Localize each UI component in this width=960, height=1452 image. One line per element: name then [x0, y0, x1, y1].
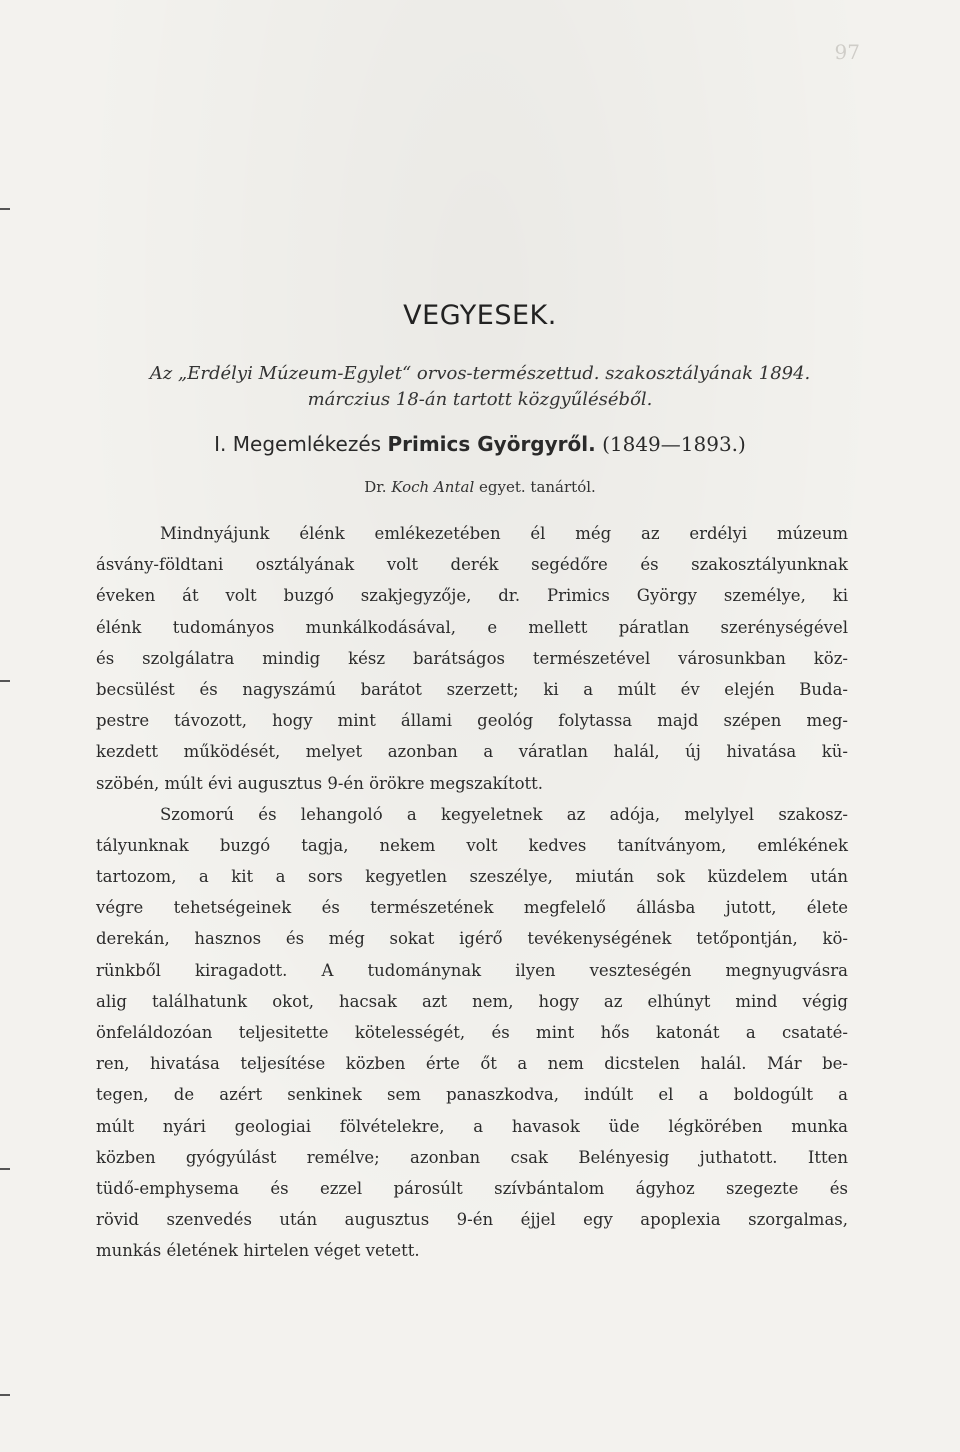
- paragraph2-line: alig találhatunk okot, hacsak azt nem, hogy az elhúnyt mind végig: [96, 991, 848, 1011]
- byline-prefix: Dr.: [364, 478, 387, 496]
- page-number: 97: [834, 40, 860, 64]
- byline-suffix: egyet. tanártól.: [479, 478, 596, 496]
- paragraph1-line: szöbén, múlt évi augusztus 9-én örökre megszakított.: [96, 773, 544, 793]
- paragraph1-line: becsülést és nagyszámú barátot szerzett; ki a múlt év elején Buda-: [96, 679, 848, 699]
- paragraph1-line: éveken át volt buzgó szakjegyzője, dr. Primics György személye, ki: [96, 586, 848, 606]
- paragraph2-line: tegen, de azért senkinek sem panaszkodva, indúlt el a boldogúlt a: [96, 1085, 848, 1105]
- paragraph2-line: rünkből kiragadott. A tudománynak ilyen veszteségén megnyugvásra: [96, 960, 848, 980]
- paragraph2-line: önfeláldozóan teljesitette kötelességét, és mint hős katonát a csataté-: [96, 1023, 848, 1042]
- paragraph2-line: tüdő-emphysema és ezzel párosúlt szívbántalom ágyhoz szegezte és: [96, 1178, 848, 1198]
- paragraph2-line: tályunknak buzgó tagja, nekem volt kedves tanítványom, emlékének: [96, 835, 848, 855]
- section-subtitle-line1: Az „Erdélyi Múzeum-Egylet“ orvos-természettud. szakosztályának 1894.: [149, 363, 811, 384]
- paragraph1-line: élénk tudományos munkálkodásával, e mellett páratlan szerénységével: [96, 617, 848, 637]
- paragraph2-line: munkás életének hirtelen véget vetett.: [96, 1241, 420, 1261]
- article-heading-name: Primics Györgyről.: [387, 432, 596, 456]
- scan-edge-mark: [0, 208, 10, 210]
- section-title: VEGYESEK.: [403, 300, 557, 331]
- article-heading-lead: Megemlékezés: [232, 432, 382, 456]
- article-heading-years: (1849—1893.): [602, 432, 746, 456]
- paragraph2-line: ren, hivatása teljesítése közben érte őt a nem dicstelen halál. Már be-: [96, 1054, 848, 1074]
- scan-edge-mark: [0, 1168, 10, 1170]
- article-number: I.: [214, 432, 227, 456]
- scan-edge-mark: [0, 680, 10, 682]
- paragraph2-line: múlt nyári geologiai fölvételekre, a havasok üde légkörében munka: [96, 1116, 848, 1136]
- paragraph1-line: kezdett működését, melyet azonban a váratlan halál, új hivatása kü-: [96, 742, 848, 762]
- paragraph2-line: Szomorú és lehangoló a kegyeletnek az adója, melylyel szakosz-: [160, 804, 848, 824]
- paragraph1-line: Mindnyájunk élénk emlékezetében él még az erdélyi múzeum: [160, 524, 848, 543]
- paragraph2-line: végre tehetségeinek és természetének megfelelő állásba jutott, élete: [96, 898, 848, 918]
- paragraph1-line: ásvány-földtani osztályának volt derék segédőre és szakosztályunknak: [96, 555, 848, 575]
- paragraph2-line: közben gyógyúlást remélve; azonban csak Belényesig juthatott. Itten: [96, 1147, 848, 1167]
- section-subtitle-line2: márczius 18-án tartott közgyűléséből.: [307, 389, 653, 410]
- paragraph2-line: rövid szenvedés után augusztus 9-én éjjel egy apoplexia szorgalmas,: [96, 1210, 848, 1230]
- article-heading: [0, 432, 960, 456]
- paragraph2-line: tartozom, a kit a sors kegyetlen szeszélye, miután sok küzdelem után: [96, 867, 848, 887]
- paragraph1-line: és szolgálatra mindig kész barátságos természetével városunkban köz-: [96, 648, 848, 668]
- paragraph1-line: pestre távozott, hogy mint állami geológ folytassa majd szépen meg-: [96, 711, 848, 731]
- byline-author: Koch Antal: [391, 478, 475, 496]
- article-byline: [0, 478, 960, 496]
- scan-edge-mark: [0, 1394, 10, 1396]
- article-body: [96, 518, 848, 1267]
- paragraph2-line: derekán, hasznos és még sokat igérő tevékenységének tetőpontján, kö-: [96, 929, 848, 949]
